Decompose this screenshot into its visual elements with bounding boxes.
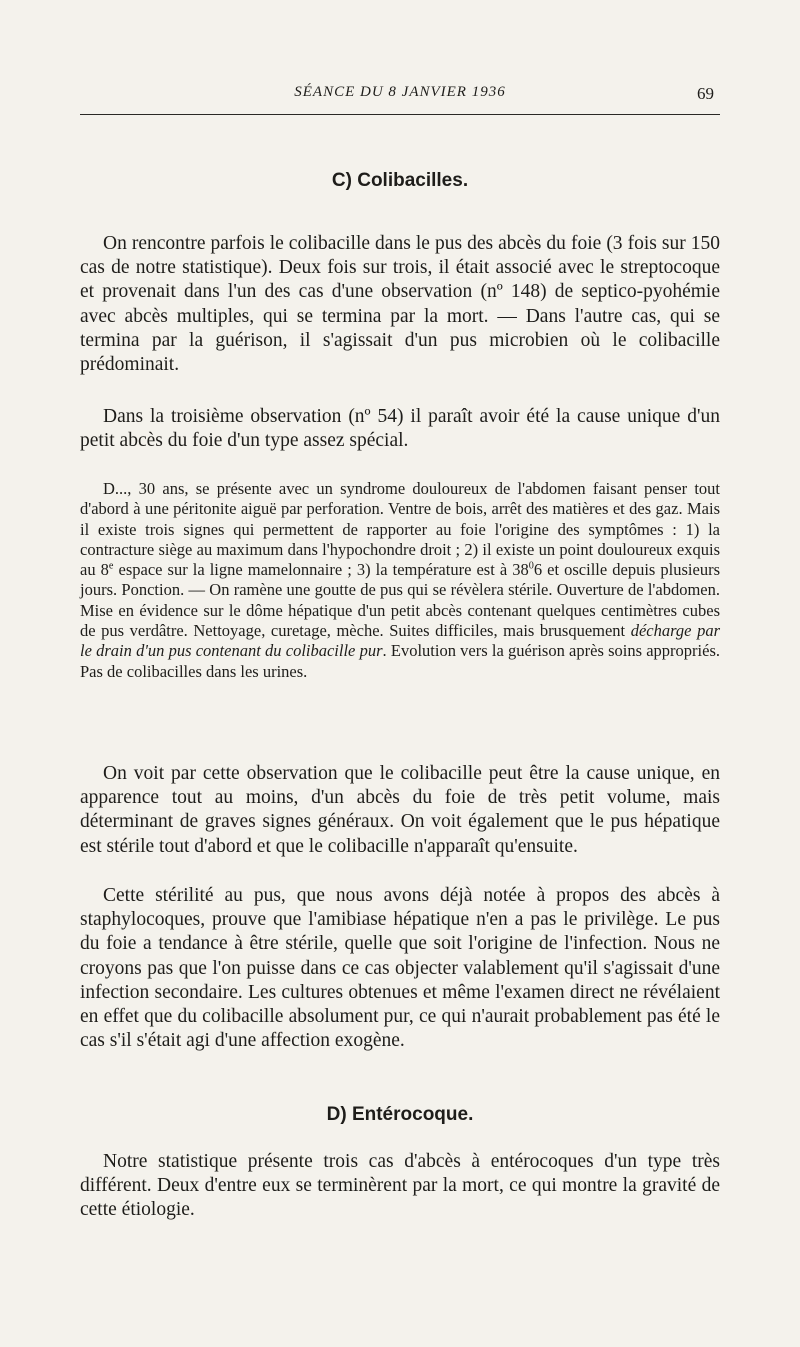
- case-text: espace sur la ligne mamelonnaire ; 3) la température est à 38: [113, 560, 529, 580]
- superscript: 0: [528, 560, 534, 572]
- paragraph: On rencontre parfois le colibacille dans le pus des abcès du foie (3 fois sur 150 cas de notre statistique). Deux fois sur trois, il était associé avec le streptocoque et provenait dans l'un des cas d'une observation (nº 148) de septico-pyohémie avec abcès multiples, qui se termina par la mort. — Dans l'autre cas, qui se termina par la guérison, il s'agissait d'un pus microbien où le colibacille prédominait.: [80, 233, 720, 376]
- paragraph: Cette stérilité au pus, que nous avons déjà notée à propos des abcès à staphylocoques, prouve que l'amibiase hépatique n'en a pas le privilège. Le pus du foie a tendance à être stérile, quelle que soit l'origine de l'infection. Nous ne croyons pas que l'on puisse dans ce cas objecter valablement qu'il s'agissait d'une infection secondaire. Les cultures obtenues et même l'examen direct ne révélaient en effet que du colibacille absolument pur, ce qui n'aurait probablement pas été le cas s'il s'était agi d'une affection exogène.: [80, 885, 720, 1052]
- paragraph: Dans la troisième observation (nº 54) il paraît avoir été la cause unique d'un petit abcès du foie d'un type assez spécial.: [80, 406, 720, 452]
- header-rule: [80, 114, 720, 115]
- header-title: SÉANCE DU 8 JANVIER 1936: [294, 84, 506, 100]
- running-header: [80, 84, 720, 108]
- page-number: 69: [697, 84, 714, 103]
- case-text: D..., 30 ans, se présente avec un syndrome douloureux de l'abdomen faisant penser tout d'abord à une péritonite aiguë par perforation. Ventre de bois, arrêt des matières et des gaz. Mais il existe trois signes qui permettent de rapporter au foie l'origine des symptômes : 1) la contracture siège au maximum dans l'hypochondre droit ; 2) il existe un point douloureux exquis au 8: [80, 479, 720, 580]
- case-italic-text: décharge par le drain d'un pus contenant du colibacille pur: [80, 621, 720, 661]
- paragraph: Notre statistique présente trois cas d'abcès à entérocoques d'un type très différent. Deux d'entre eux se terminèrent par la mort, ce qui montre la gravité de cette étiologie.: [80, 1151, 720, 1221]
- paragraph: On voit par cette observation que le colibacille peut être la cause unique, en apparence tout au moins, d'un abcès du foie de très petit volume, mais déterminant de graves signes généraux. On voit également que le pus hépatique est stérile tout d'abord et que le colibacille n'apparaît qu'ensuite.: [80, 763, 720, 857]
- case-report: [80, 479, 720, 682]
- section-heading-enterocoque: D) Entérocoque.: [326, 1104, 474, 1125]
- case-text: 6 et oscille depuis plusieurs jours. Ponction. — On ramène une goutte de pus qui se révèlera stérile. Ouverture de l'abdomen. Mise en évidence sur le dôme hépatique d'un petit abcès contenant quelques centimètres cubes de pus verdâtre. Nettoyage, curetage, mèche. Suites difficiles, mais brusquement: [80, 560, 720, 641]
- case-text: . Evolution vers la guérison après soins appropriés. Pas de colibacilles dans les urines.: [80, 641, 720, 681]
- superscript: e: [108, 560, 114, 572]
- section-heading-colibacilles: C) Colibacilles.: [331, 170, 469, 191]
